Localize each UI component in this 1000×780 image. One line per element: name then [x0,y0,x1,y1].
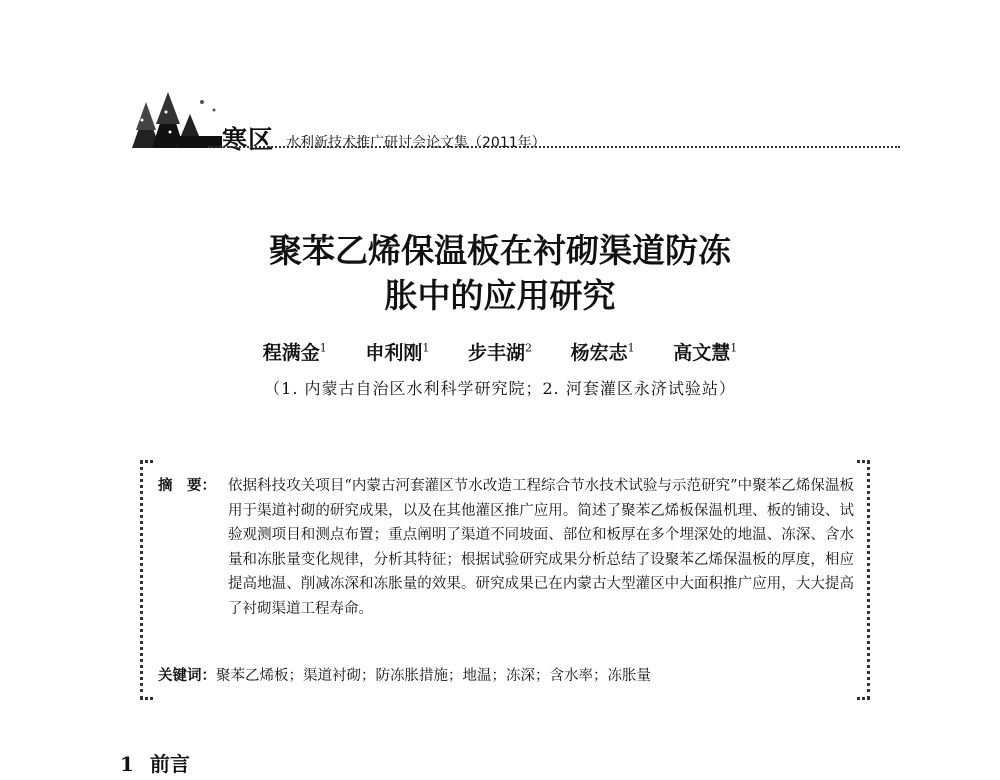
section-number: 1 [120,752,134,776]
abstract [158,474,854,621]
keywords-label: 关键词： [158,667,216,684]
header-rule [208,146,900,148]
author: 程满金$^1$ [262,341,327,364]
right-bracket [857,460,870,700]
author: 申利刚$^1$ [365,341,430,364]
running-header [118,90,900,152]
author: 高文慧$^1$ [673,341,738,364]
author: 步丰湖$^2$ [467,341,532,364]
abstract-box [140,460,870,700]
keywords [158,664,651,685]
header-brand: 寒区 [222,125,275,154]
section-title: 前言 [149,752,190,776]
affiliations: （1. 内蒙古自治区水利科学研究院；2. 河套灌区永济试验站） [264,379,736,398]
section-heading [120,748,190,777]
snowy-trees-logo-icon [118,90,228,150]
author-list [0,338,1000,365]
abstract-label: 摘 要： [158,477,216,494]
header-proceedings-title: 水利新技术推广研讨会论文集（2011年） [286,135,546,151]
author: 杨宏志$^1$ [570,341,635,364]
paper-title-line-1: 聚苯乙烯保温板在衬砌渠道防冻 [269,231,731,270]
abstract-text: 依据科技攻关项目“内蒙古河套灌区节水改造工程综合节水技术试验与示范研究”中聚苯乙烯保温板用于渠道衬砌的研究成果，以及在其他灌区推广应用。简述了聚苯乙烯板保温机理、板的铺设、试验观测项目和测点布置；重点阐明了渠道不同坡面、部位和板厚在多个埋深处的地温、冻深、含水量和冻胀量变化规律，分析其特征；根据试验研究成果分析总结了设聚苯乙烯保温板的厚度，相应提高地温、削减冻深和冻胀量的效果。研究成果已在内蒙古大型灌区中大面积推广应用，大大提高了衬砌渠道工程寿命。 [228,478,854,617]
paper-title-line-2: 胀中的应用研究 [384,276,616,315]
left-bracket [140,460,153,700]
keywords-text: 聚苯乙烯板；渠道衬砌；防冻胀措施；地温；冻深；含水率；冻胀量 [216,668,651,684]
